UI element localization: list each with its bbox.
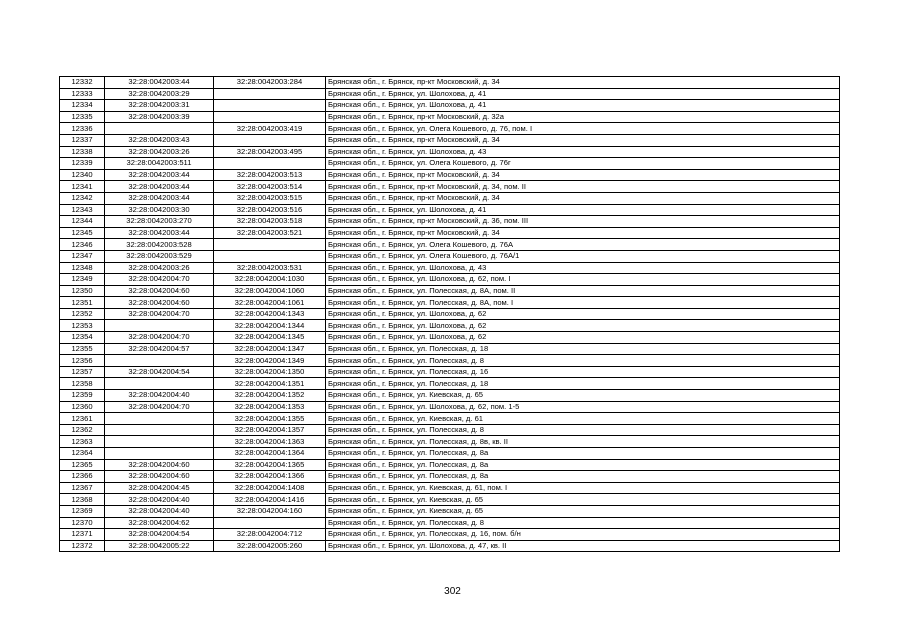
land-cadastral-number-cell bbox=[105, 320, 214, 332]
building-cadastral-number-cell: 32:28:0042004:1352 bbox=[214, 390, 326, 402]
row-number-cell: 12370 bbox=[60, 517, 105, 529]
building-cadastral-number-cell: 32:28:0042004:1030 bbox=[214, 274, 326, 286]
table-row bbox=[60, 146, 840, 158]
building-cadastral-number-cell bbox=[214, 517, 326, 529]
address-cell: Брянская обл., г. Брянск, ул. Олега Кошевого, д. 76г bbox=[326, 158, 840, 170]
row-number-cell: 12351 bbox=[60, 297, 105, 309]
table-row bbox=[60, 158, 840, 170]
address-cell: Брянская обл., г. Брянск, ул. Киевская, д. 61 bbox=[326, 413, 840, 425]
row-number-cell: 12347 bbox=[60, 250, 105, 262]
address-cell: Брянская обл., г. Брянск, ул. Полесская, д. 8а bbox=[326, 459, 840, 471]
table-row bbox=[60, 482, 840, 494]
row-number-cell: 12356 bbox=[60, 355, 105, 367]
row-number-cell: 12334 bbox=[60, 100, 105, 112]
row-number-cell: 12336 bbox=[60, 123, 105, 135]
building-cadastral-number-cell: 32:28:0042004:1060 bbox=[214, 285, 326, 297]
registry-table-body bbox=[60, 77, 840, 552]
building-cadastral-number-cell: 32:28:0042004:1365 bbox=[214, 459, 326, 471]
building-cadastral-number-cell: 32:28:0042004:1416 bbox=[214, 494, 326, 506]
building-cadastral-number-cell: 32:28:0042003:515 bbox=[214, 192, 326, 204]
land-cadastral-number-cell: 32:28:0042004:60 bbox=[105, 297, 214, 309]
row-number-cell: 12345 bbox=[60, 227, 105, 239]
land-cadastral-number-cell: 32:28:0042003:39 bbox=[105, 111, 214, 123]
building-cadastral-number-cell: 32:28:0042003:495 bbox=[214, 146, 326, 158]
land-cadastral-number-cell: 32:28:0042003:31 bbox=[105, 100, 214, 112]
land-cadastral-number-cell: 32:28:0042003:29 bbox=[105, 88, 214, 100]
address-cell: Брянская обл., г. Брянск, ул. Полесская, д. 16, пом. б/н bbox=[326, 529, 840, 541]
table-row bbox=[60, 274, 840, 286]
table-row bbox=[60, 320, 840, 332]
address-cell: Брянская обл., г. Брянск, ул. Полесская, д. 8А, пом. II bbox=[326, 285, 840, 297]
row-number-cell: 12352 bbox=[60, 308, 105, 320]
building-cadastral-number-cell bbox=[214, 250, 326, 262]
building-cadastral-number-cell: 32:28:0042003:531 bbox=[214, 262, 326, 274]
table-row bbox=[60, 227, 840, 239]
address-cell: Брянская обл., г. Брянск, ул. Полесская, д. 8а bbox=[326, 448, 840, 460]
address-cell: Брянская обл., г. Брянск, ул. Киевская, д. 65 bbox=[326, 505, 840, 517]
table-row bbox=[60, 332, 840, 344]
row-number-cell: 12337 bbox=[60, 134, 105, 146]
address-cell: Брянская обл., г. Брянск, ул. Шолохова, д. 62 bbox=[326, 308, 840, 320]
land-cadastral-number-cell: 32:28:0042005:22 bbox=[105, 540, 214, 552]
building-cadastral-number-cell: 32:28:0042004:1363 bbox=[214, 436, 326, 448]
land-cadastral-number-cell: 32:28:0042004:40 bbox=[105, 505, 214, 517]
table-row bbox=[60, 448, 840, 460]
building-cadastral-number-cell: 32:28:0042004:1345 bbox=[214, 332, 326, 344]
address-cell: Брянская обл., г. Брянск, пр-кт Московский, д. 34, пом. II bbox=[326, 181, 840, 193]
address-cell: Брянская обл., г. Брянск, пр-кт Московский, д. 34 bbox=[326, 227, 840, 239]
table-row bbox=[60, 111, 840, 123]
table-row bbox=[60, 123, 840, 135]
building-cadastral-number-cell: 32:28:0042004:712 bbox=[214, 529, 326, 541]
land-cadastral-number-cell: 32:28:0042004:57 bbox=[105, 343, 214, 355]
row-number-cell: 12372 bbox=[60, 540, 105, 552]
row-number-cell: 12359 bbox=[60, 390, 105, 402]
land-cadastral-number-cell bbox=[105, 436, 214, 448]
building-cadastral-number-cell: 32:28:0042003:514 bbox=[214, 181, 326, 193]
row-number-cell: 12369 bbox=[60, 505, 105, 517]
building-cadastral-number-cell: 32:28:0042004:1350 bbox=[214, 366, 326, 378]
address-cell: Брянская обл., г. Брянск, ул. Шолохова, д. 62, пом. 1-5 bbox=[326, 401, 840, 413]
row-number-cell: 12335 bbox=[60, 111, 105, 123]
row-number-cell: 12361 bbox=[60, 413, 105, 425]
table-row bbox=[60, 134, 840, 146]
address-cell: Брянская обл., г. Брянск, ул. Шолохова, д. 62 bbox=[326, 332, 840, 344]
address-cell: Брянская обл., г. Брянск, пр-кт Московский, д. 34 bbox=[326, 169, 840, 181]
building-cadastral-number-cell: 32:28:0042003:419 bbox=[214, 123, 326, 135]
land-cadastral-number-cell: 32:28:0042004:70 bbox=[105, 332, 214, 344]
table-row bbox=[60, 471, 840, 483]
row-number-cell: 12338 bbox=[60, 146, 105, 158]
building-cadastral-number-cell: 32:28:0042003:284 bbox=[214, 77, 326, 89]
address-cell: Брянская обл., г. Брянск, ул. Шолохова, д. 43 bbox=[326, 146, 840, 158]
table-row bbox=[60, 413, 840, 425]
building-cadastral-number-cell: 32:28:0042004:1061 bbox=[214, 297, 326, 309]
row-number-cell: 12346 bbox=[60, 239, 105, 251]
row-number-cell: 12344 bbox=[60, 216, 105, 228]
row-number-cell: 12367 bbox=[60, 482, 105, 494]
building-cadastral-number-cell: 32:28:0042004:1351 bbox=[214, 378, 326, 390]
row-number-cell: 12368 bbox=[60, 494, 105, 506]
address-cell: Брянская обл., г. Брянск, ул. Полесская, д. 18 bbox=[326, 378, 840, 390]
land-cadastral-number-cell: 32:28:0042003:44 bbox=[105, 181, 214, 193]
table-row bbox=[60, 297, 840, 309]
address-cell: Брянская обл., г. Брянск, ул. Полесская, д. 8А, пом. I bbox=[326, 297, 840, 309]
row-number-cell: 12341 bbox=[60, 181, 105, 193]
land-cadastral-number-cell bbox=[105, 448, 214, 460]
table-row bbox=[60, 390, 840, 402]
building-cadastral-number-cell bbox=[214, 134, 326, 146]
row-number-cell: 12364 bbox=[60, 448, 105, 460]
address-cell: Брянская обл., г. Брянск, ул. Шолохова, д. 41 bbox=[326, 204, 840, 216]
land-cadastral-number-cell: 32:28:0042003:270 bbox=[105, 216, 214, 228]
table-row bbox=[60, 192, 840, 204]
address-cell: Брянская обл., г. Брянск, ул. Шолохова, д. 41 bbox=[326, 100, 840, 112]
address-cell: Брянская обл., г. Брянск, пр-кт Московский, д. 36, пом. III bbox=[326, 216, 840, 228]
table-row bbox=[60, 540, 840, 552]
row-number-cell: 12353 bbox=[60, 320, 105, 332]
land-cadastral-number-cell: 32:28:0042004:45 bbox=[105, 482, 214, 494]
table-row bbox=[60, 494, 840, 506]
table-row bbox=[60, 517, 840, 529]
building-cadastral-number-cell: 32:28:0042004:1355 bbox=[214, 413, 326, 425]
table-row bbox=[60, 239, 840, 251]
land-cadastral-number-cell: 32:28:0042004:40 bbox=[105, 494, 214, 506]
building-cadastral-number-cell: 32:28:0042005:260 bbox=[214, 540, 326, 552]
table-row bbox=[60, 262, 840, 274]
table-row bbox=[60, 88, 840, 100]
address-cell: Брянская обл., г. Брянск, ул. Олега Кошевого, д. 76А/1 bbox=[326, 250, 840, 262]
row-number-cell: 12348 bbox=[60, 262, 105, 274]
address-cell: Брянская обл., г. Брянск, ул. Олега Кошевого, д. 76, пом. I bbox=[326, 123, 840, 135]
table-row bbox=[60, 250, 840, 262]
row-number-cell: 12362 bbox=[60, 424, 105, 436]
row-number-cell: 12340 bbox=[60, 169, 105, 181]
row-number-cell: 12355 bbox=[60, 343, 105, 355]
table-row bbox=[60, 529, 840, 541]
address-cell: Брянская обл., г. Брянск, ул. Полесская, д. 8а bbox=[326, 471, 840, 483]
address-cell: Брянская обл., г. Брянск, ул. Полесская, д. 18 bbox=[326, 343, 840, 355]
land-cadastral-number-cell: 32:28:0042003:26 bbox=[105, 146, 214, 158]
building-cadastral-number-cell: 32:28:0042004:160 bbox=[214, 505, 326, 517]
address-cell: Брянская обл., г. Брянск, пр-кт Московский, д. 34 bbox=[326, 192, 840, 204]
land-cadastral-number-cell: 32:28:0042003:529 bbox=[105, 250, 214, 262]
land-cadastral-number-cell: 32:28:0042003:511 bbox=[105, 158, 214, 170]
land-cadastral-number-cell: 32:28:0042004:60 bbox=[105, 459, 214, 471]
building-cadastral-number-cell bbox=[214, 111, 326, 123]
building-cadastral-number-cell bbox=[214, 88, 326, 100]
land-cadastral-number-cell: 32:28:0042004:40 bbox=[105, 390, 214, 402]
row-number-cell: 12339 bbox=[60, 158, 105, 170]
land-cadastral-number-cell: 32:28:0042003:44 bbox=[105, 169, 214, 181]
table-row bbox=[60, 169, 840, 181]
row-number-cell: 12363 bbox=[60, 436, 105, 448]
table-row bbox=[60, 459, 840, 471]
row-number-cell: 12365 bbox=[60, 459, 105, 471]
address-cell: Брянская обл., г. Брянск, ул. Шолохова, д. 62 bbox=[326, 320, 840, 332]
table-row bbox=[60, 355, 840, 367]
table-row bbox=[60, 505, 840, 517]
row-number-cell: 12371 bbox=[60, 529, 105, 541]
land-cadastral-number-cell: 32:28:0042004:70 bbox=[105, 274, 214, 286]
table-row bbox=[60, 285, 840, 297]
address-cell: Брянская обл., г. Брянск, пр-кт Московский, д. 34 bbox=[326, 77, 840, 89]
land-cadastral-number-cell: 32:28:0042004:62 bbox=[105, 517, 214, 529]
land-cadastral-number-cell: 32:28:0042003:43 bbox=[105, 134, 214, 146]
land-cadastral-number-cell: 32:28:0042004:70 bbox=[105, 401, 214, 413]
row-number-cell: 12342 bbox=[60, 192, 105, 204]
table-row bbox=[60, 204, 840, 216]
address-cell: Брянская обл., г. Брянск, пр-кт Московский, д. 32а bbox=[326, 111, 840, 123]
address-cell: Брянская обл., г. Брянск, ул. Киевская, д. 65 bbox=[326, 390, 840, 402]
table-row bbox=[60, 308, 840, 320]
building-cadastral-number-cell bbox=[214, 100, 326, 112]
table-row bbox=[60, 424, 840, 436]
land-cadastral-number-cell: 32:28:0042004:54 bbox=[105, 529, 214, 541]
building-cadastral-number-cell: 32:28:0042004:1349 bbox=[214, 355, 326, 367]
row-number-cell: 12343 bbox=[60, 204, 105, 216]
row-number-cell: 12333 bbox=[60, 88, 105, 100]
building-cadastral-number-cell: 32:28:0042004:1344 bbox=[214, 320, 326, 332]
page-number: 302 bbox=[444, 586, 461, 597]
table-row bbox=[60, 436, 840, 448]
land-cadastral-number-cell bbox=[105, 123, 214, 135]
land-cadastral-number-cell: 32:28:0042004:60 bbox=[105, 285, 214, 297]
land-cadastral-number-cell: 32:28:0042003:528 bbox=[105, 239, 214, 251]
address-cell: Брянская обл., г. Брянск, ул. Полесская, д. 8 bbox=[326, 517, 840, 529]
row-number-cell: 12349 bbox=[60, 274, 105, 286]
land-cadastral-number-cell bbox=[105, 355, 214, 367]
address-cell: Брянская обл., г. Брянск, ул. Олега Кошевого, д. 76А bbox=[326, 239, 840, 251]
land-cadastral-number-cell: 32:28:0042003:44 bbox=[105, 227, 214, 239]
registry-table bbox=[59, 76, 840, 552]
row-number-cell: 12366 bbox=[60, 471, 105, 483]
building-cadastral-number-cell: 32:28:0042003:521 bbox=[214, 227, 326, 239]
address-cell: Брянская обл., г. Брянск, ул. Шолохова, д. 43 bbox=[326, 262, 840, 274]
row-number-cell: 12332 bbox=[60, 77, 105, 89]
address-cell: Брянская обл., г. Брянск, ул. Полесская, д. 8в, кв. II bbox=[326, 436, 840, 448]
row-number-cell: 12354 bbox=[60, 332, 105, 344]
table-row bbox=[60, 401, 840, 413]
row-number-cell: 12360 bbox=[60, 401, 105, 413]
building-cadastral-number-cell: 32:28:0042004:1353 bbox=[214, 401, 326, 413]
land-cadastral-number-cell bbox=[105, 378, 214, 390]
building-cadastral-number-cell: 32:28:0042004:1343 bbox=[214, 308, 326, 320]
address-cell: Брянская обл., г. Брянск, ул. Полесская, д. 8 bbox=[326, 424, 840, 436]
land-cadastral-number-cell: 32:28:0042004:54 bbox=[105, 366, 214, 378]
table-row bbox=[60, 378, 840, 390]
building-cadastral-number-cell: 32:28:0042004:1364 bbox=[214, 448, 326, 460]
table-row bbox=[60, 366, 840, 378]
address-cell: Брянская обл., г. Брянск, ул. Киевская, д. 61, пом. I bbox=[326, 482, 840, 494]
building-cadastral-number-cell: 32:28:0042004:1357 bbox=[214, 424, 326, 436]
address-cell: Брянская обл., г. Брянск, ул. Киевская, д. 65 bbox=[326, 494, 840, 506]
address-cell: Брянская обл., г. Брянск, пр-кт Московский, д. 34 bbox=[326, 134, 840, 146]
building-cadastral-number-cell: 32:28:0042003:513 bbox=[214, 169, 326, 181]
building-cadastral-number-cell: 32:28:0042004:1347 bbox=[214, 343, 326, 355]
land-cadastral-number-cell: 32:28:0042004:70 bbox=[105, 308, 214, 320]
table-row bbox=[60, 216, 840, 228]
row-number-cell: 12350 bbox=[60, 285, 105, 297]
land-cadastral-number-cell: 32:28:0042003:44 bbox=[105, 192, 214, 204]
row-number-cell: 12357 bbox=[60, 366, 105, 378]
land-cadastral-number-cell: 32:28:0042003:26 bbox=[105, 262, 214, 274]
land-cadastral-number-cell: 32:28:0042003:44 bbox=[105, 77, 214, 89]
building-cadastral-number-cell bbox=[214, 239, 326, 251]
address-cell: Брянская обл., г. Брянск, ул. Шолохова, д. 62, пом. I bbox=[326, 274, 840, 286]
land-cadastral-number-cell: 32:28:0042004:60 bbox=[105, 471, 214, 483]
table-row bbox=[60, 100, 840, 112]
land-cadastral-number-cell bbox=[105, 424, 214, 436]
address-cell: Брянская обл., г. Брянск, ул. Шолохова, д. 47, кв. II bbox=[326, 540, 840, 552]
table-row bbox=[60, 343, 840, 355]
address-cell: Брянская обл., г. Брянск, ул. Полесская, д. 8 bbox=[326, 355, 840, 367]
table-row bbox=[60, 181, 840, 193]
building-cadastral-number-cell: 32:28:0042004:1408 bbox=[214, 482, 326, 494]
building-cadastral-number-cell: 32:28:0042003:516 bbox=[214, 204, 326, 216]
land-cadastral-number-cell bbox=[105, 413, 214, 425]
building-cadastral-number-cell: 32:28:0042003:518 bbox=[214, 216, 326, 228]
land-cadastral-number-cell: 32:28:0042003:30 bbox=[105, 204, 214, 216]
address-cell: Брянская обл., г. Брянск, ул. Шолохова, д. 41 bbox=[326, 88, 840, 100]
building-cadastral-number-cell bbox=[214, 158, 326, 170]
address-cell: Брянская обл., г. Брянск, ул. Полесская, д. 16 bbox=[326, 366, 840, 378]
table-row bbox=[60, 77, 840, 89]
building-cadastral-number-cell: 32:28:0042004:1366 bbox=[214, 471, 326, 483]
row-number-cell: 12358 bbox=[60, 378, 105, 390]
